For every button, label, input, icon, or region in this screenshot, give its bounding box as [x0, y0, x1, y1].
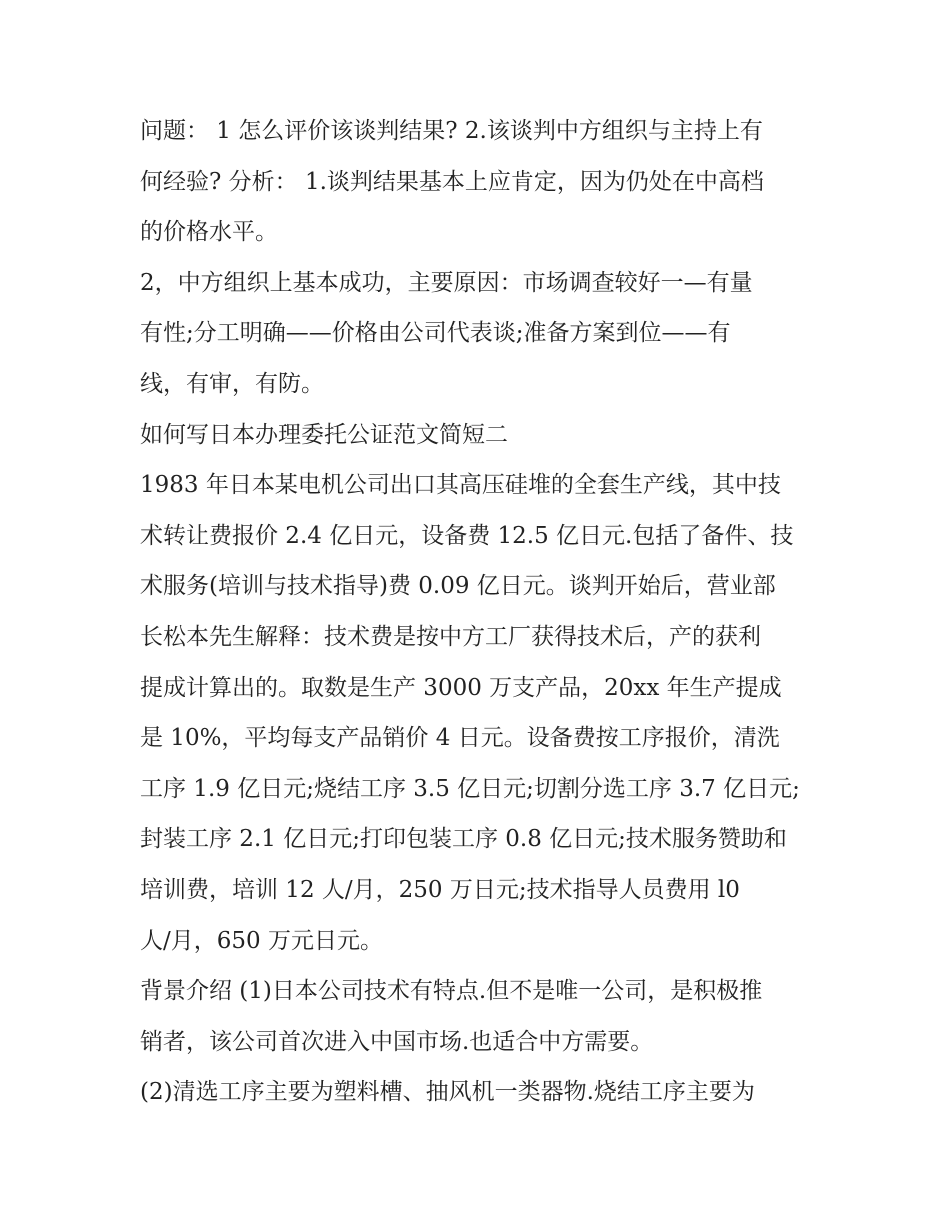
text-line: 何经验? 分析： 1.谈判结果基本上应肯定，因为仍处在中高档 — [140, 168, 764, 195]
section-heading: 如何写日本办理委托公证范文简短二 — [140, 421, 508, 448]
text-line: 是 10%，平均每支产品销价 4 日元。设备费按工序报价，清洗 — [140, 725, 780, 752]
text-line: 背景介绍 (1)日本公司技术有特点.但不是唯一公司，是积极推 — [140, 978, 763, 1005]
text-line: 术转让费报价 2.4 亿日元，设备费 12.5 亿日元.包括了备件、技 — [140, 522, 794, 549]
text-line: 长松本先生解释：技术费是按中方工厂获得技术后，产的获利 — [140, 623, 761, 650]
text-line: 工序 1.9 亿日元;烧结工序 3.5 亿日元;切割分选工序 3.7 亿日元; — [140, 775, 800, 802]
text-line: 封装工序 2.1 亿日元;打印包装工序 0.8 亿日元;技术服务赞助和 — [140, 826, 787, 853]
text-line: 提成计算出的。取数是生产 3000 万支产品，20xx 年生产提成 — [140, 674, 782, 701]
text-line: 问题： 1 怎么评价该谈判结果? 2.该谈判中方组织与主持上有 — [140, 118, 763, 144]
text-line: 培训费，培训 12 人/月，250 万日元;技术指导人员费用 l0 — [140, 876, 740, 903]
text-line: 有性;分工明确——价格由公司代表谈;准备方案到位——有 — [140, 320, 731, 347]
text-line: 术服务(培训与技术指导)费 0.09 亿日元。谈判开始后，营业部 — [140, 573, 776, 600]
text-line: (2)清选工序主要为塑料槽、抽风机一类器物.烧结工序主要为 — [140, 1079, 755, 1106]
text-line: 线，有审，有防。 — [140, 370, 324, 397]
text-line: 2，中方组织上基本成功，主要原因：市场调查较好一—有量 — [140, 269, 753, 296]
text-line: 1983 年日本某电机公司出口其高压硅堆的全套生产线，其中技 — [140, 472, 781, 499]
text-line: 的价格水平。 — [140, 219, 278, 246]
text-line: 人/月，650 万元日元。 — [140, 927, 383, 954]
text-line: 销者，该公司首次进入中国市场.也适合中方需要。 — [140, 1028, 654, 1055]
document-body — [140, 106, 820, 1118]
